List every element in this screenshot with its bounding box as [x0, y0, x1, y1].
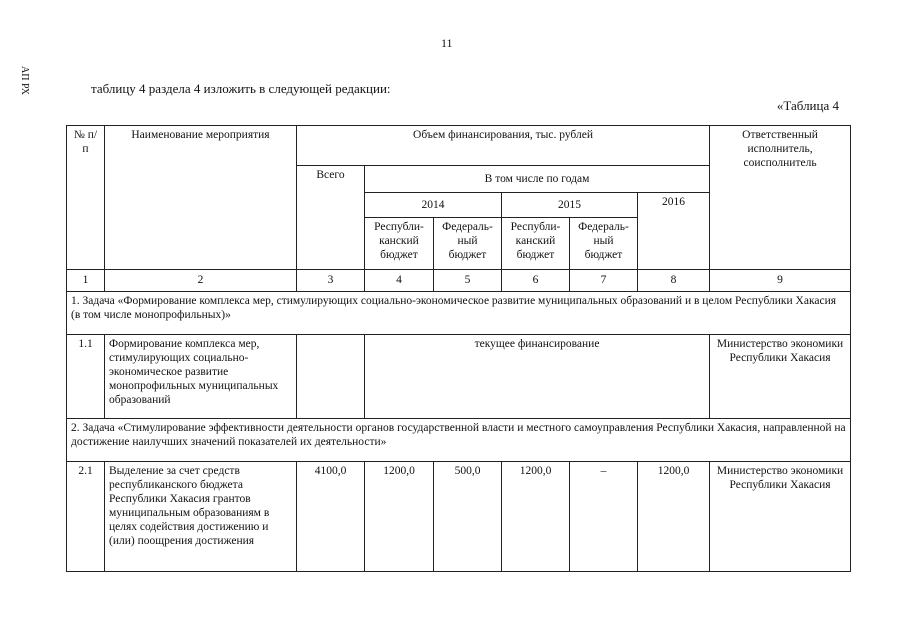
col-number-2: 2	[105, 270, 297, 292]
header-funding: Объем финансирования, тыс. рублей	[297, 126, 710, 166]
row-2-1-fed-2014: 500,0	[434, 462, 502, 572]
header-year-2014: 2014	[365, 193, 502, 218]
funding-table	[66, 125, 851, 572]
row-2-1-total: 4100,0	[297, 462, 365, 572]
row-1-1-num: 1.1	[67, 335, 105, 419]
row-2-1-fed-2015: –	[570, 462, 638, 572]
header-num: № п/п	[67, 126, 105, 270]
row-2-1-rep-2015: 1200,0	[502, 462, 570, 572]
row-1-1-total	[297, 335, 365, 419]
col-number-1: 1	[67, 270, 105, 292]
row-2-1-rep-2014: 1200,0	[365, 462, 434, 572]
col-number-9: 9	[710, 270, 851, 292]
header-responsible: Ответственный исполнитель, соисполнитель	[710, 126, 851, 270]
col-number-5: 5	[434, 270, 502, 292]
col-number-6: 6	[502, 270, 570, 292]
col-number-3: 3	[297, 270, 365, 292]
header-total: Всего	[297, 166, 365, 270]
row-1-1-responsible: Министерство экономики Республики Хакасия	[710, 335, 851, 419]
header-fed-budget-2015: Федераль-ный бюджет	[570, 218, 638, 270]
row-1-1-name: Формирование комплекса мер, стимулирующих социально-экономическое развитие монопрофильных муниципальных образований	[105, 335, 297, 419]
header-rep-budget-2014: Республи-канский бюджет	[365, 218, 434, 270]
row-2-1-2016: 1200,0	[638, 462, 710, 572]
table-caption: «Таблица 4	[776, 98, 839, 113]
task-2-title: 2. Задача «Стимулирование эффективности деятельности органов государственной власти и местного самоуправления Республики Хакасия, направленной на достижение наилучших значений показателей их деятельности»	[67, 419, 851, 462]
header-by-years: В том числе по годам	[365, 166, 710, 193]
col-number-4: 4	[365, 270, 434, 292]
header-name: Наименование мероприятия	[105, 126, 297, 270]
row-2-1-num: 2.1	[67, 462, 105, 572]
header-fed-budget-2014: Федераль-ный бюджет	[434, 218, 502, 270]
header-year-2015: 2015	[502, 193, 638, 218]
col-number-8: 8	[638, 270, 710, 292]
intro-text: таблицу 4 раздела 4 изложить в следующей редакции:	[91, 81, 391, 96]
row-1-1-funding-note: текущее финансирование	[365, 335, 710, 419]
header-rep-budget-2015: Республи-канский бюджет	[502, 218, 570, 270]
row-2-1-responsible: Министерство экономики Республики Хакасия	[710, 462, 851, 572]
side-code: АП РХ	[19, 66, 30, 96]
row-2-1-name: Выделение за счет средств республиканского бюджета Республики Хакасия грантов муниципальным образованиям в целях содействия достижению и (или) поощрения достижения	[105, 462, 297, 572]
page-number: 11	[441, 36, 453, 50]
header-year-2016: 2016	[638, 193, 710, 270]
task-1-title: 1. Задача «Формирование комплекса мер, стимулирующих социально-экономическое развитие муниципальных образований и в целом Республики Хакасия (в том числе монопрофильных)»	[67, 292, 851, 335]
col-number-7: 7	[570, 270, 638, 292]
